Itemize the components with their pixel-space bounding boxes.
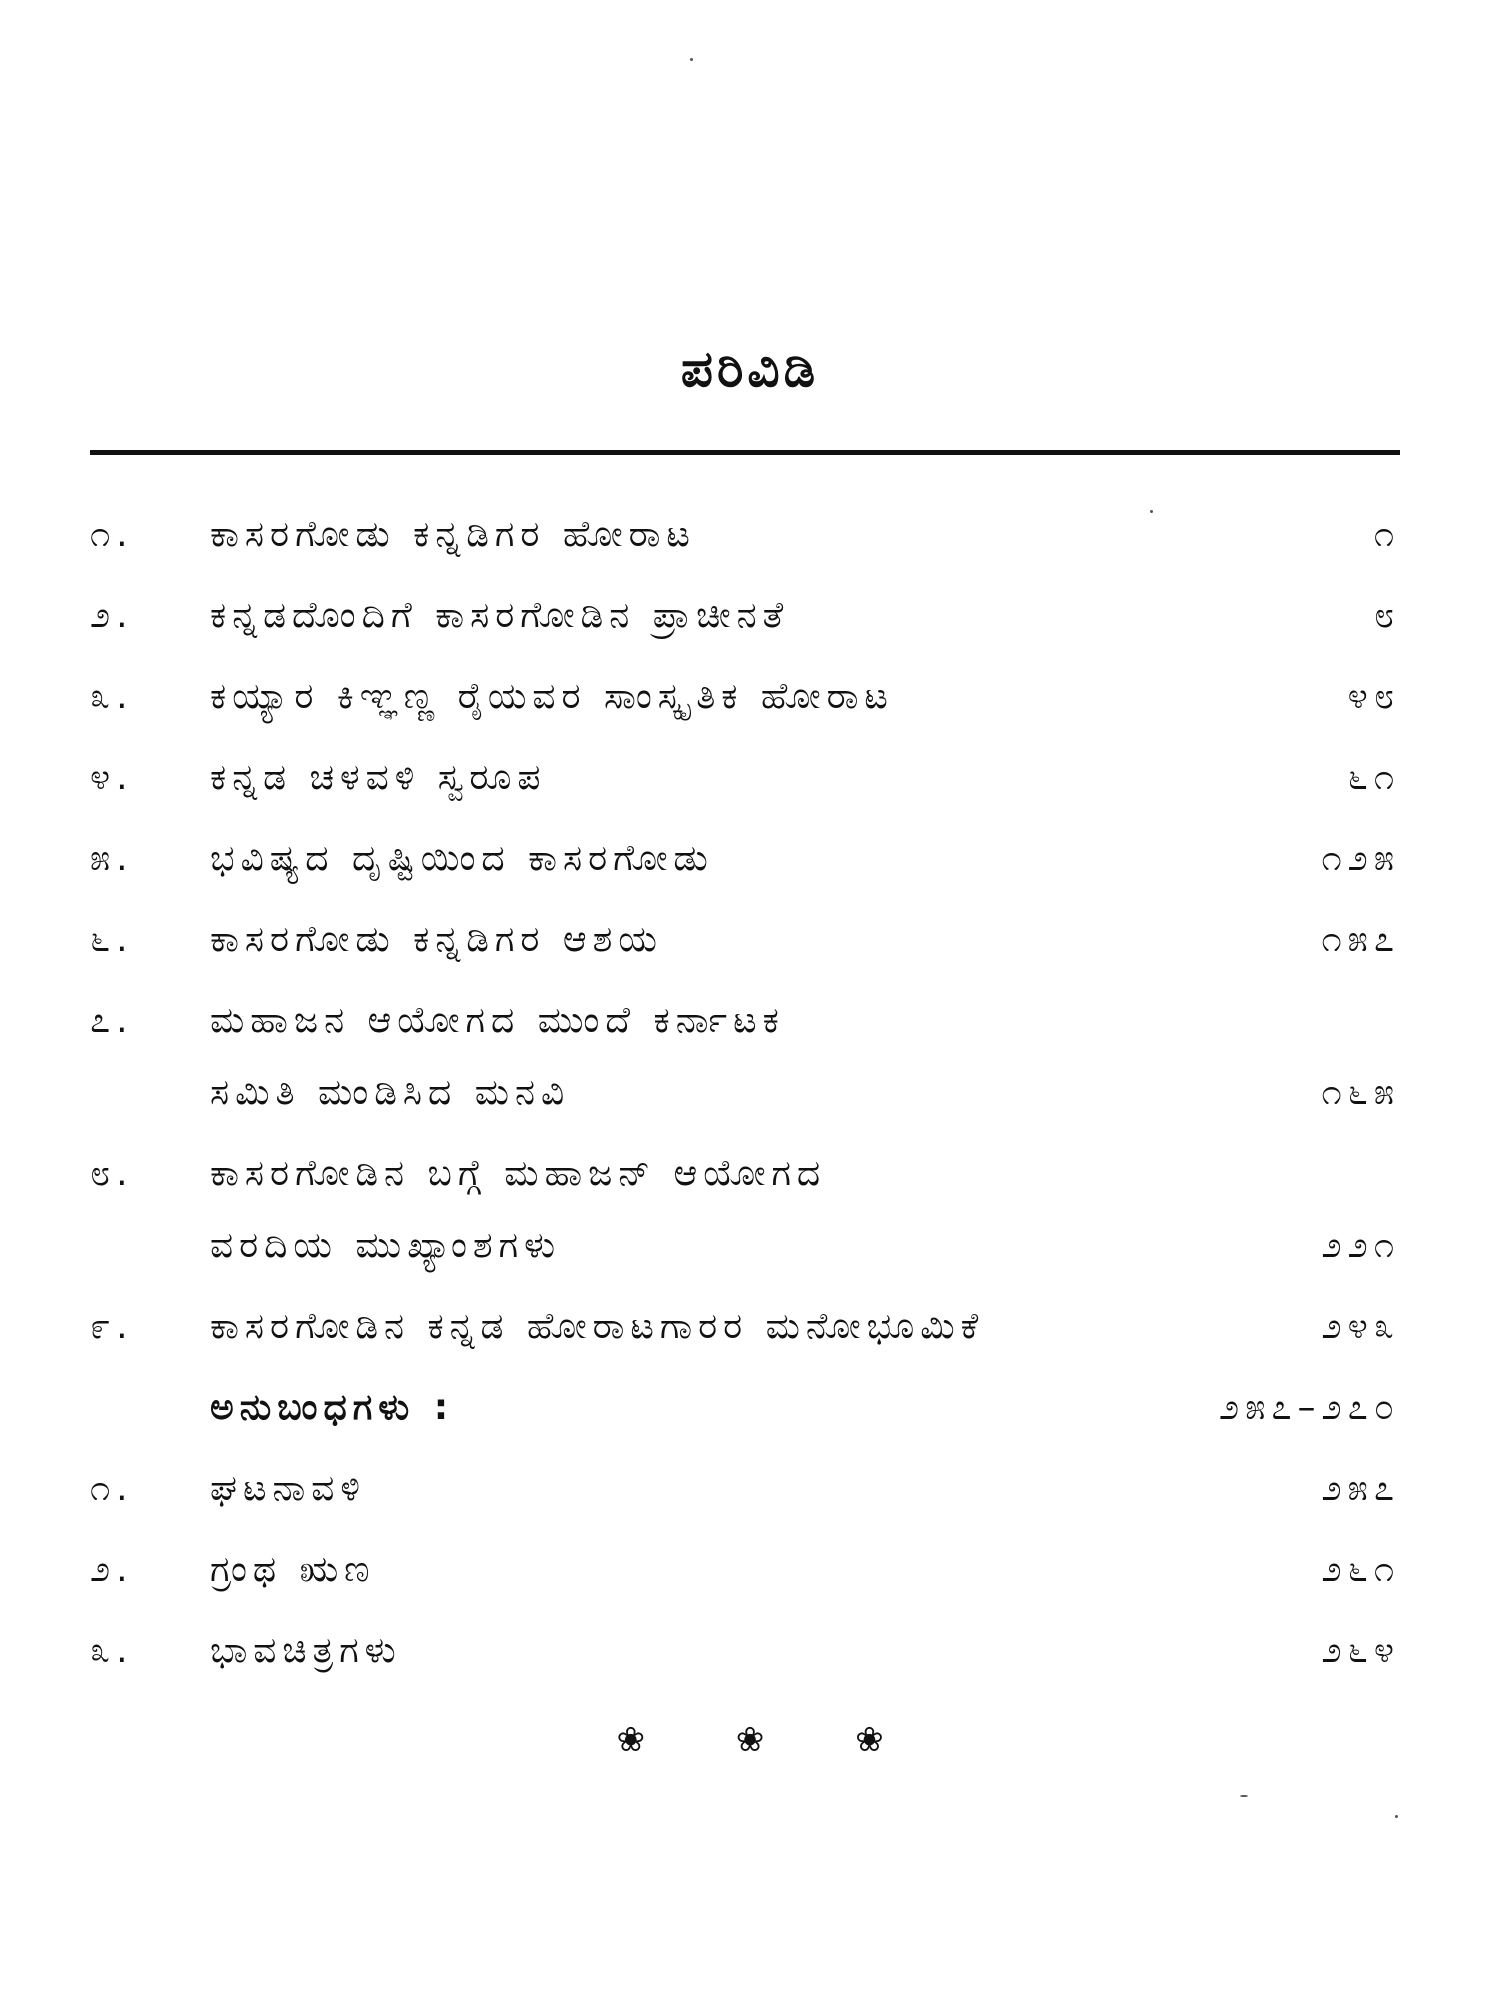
entry-number: ೫. (90, 838, 134, 879)
page-title: ಪರಿವಿಡಿ (680, 340, 820, 398)
title-divider (90, 450, 1400, 455)
entry-page: ೨೬೧ (1321, 1549, 1400, 1590)
scan-speck (1395, 1815, 1398, 1818)
entry-title: ಭಾವಚಿತ್ರಗಳು (210, 1630, 402, 1671)
entry-number: ೯. (90, 1306, 134, 1347)
appendix-heading-row (90, 1383, 1400, 1433)
entry-title-continued: ಸಮಿತಿ ಮಂಡಿಸಿದ ಮನವಿ (210, 1072, 571, 1113)
entry-title: ಕಾಸರಗೋಡಿನ ಬಗ್ಗೆ ಮಹಾಜನ್ ಆಯೋಗದ (210, 1153, 827, 1194)
entry-number: ೭. (90, 1000, 134, 1041)
entry-number: ೧. (90, 514, 134, 555)
toc-entry-1[interactable] (90, 510, 1400, 560)
toc-entry-5[interactable] (90, 834, 1400, 884)
appendix-page-range: ೨೫೭–೨೭೦ (1219, 1387, 1400, 1428)
entry-page: ೧ (1373, 514, 1400, 555)
entry-number: ೨. (90, 595, 134, 636)
entry-page: ೧೨೫ (1321, 838, 1400, 879)
entry-number: ೬. (90, 919, 134, 960)
flower-ornament-icon: ❀ (855, 1720, 884, 1760)
appendix-entry-2[interactable] (90, 1545, 1400, 1595)
flower-ornament-icon: ❀ (616, 1720, 645, 1760)
entry-title: ಕಾಸರಗೋಡಿನ ಕನ್ನಡ ಹೋರಾಟಗಾರರ ಮನೋಭೂಮಿಕೆ (210, 1306, 985, 1347)
entry-page: ೨೫೭ (1321, 1468, 1400, 1509)
entry-page: ೬೧ (1347, 757, 1400, 798)
entry-title: ಮಹಾಜನ ಆಯೋಗದ ಮುಂದೆ ಕರ್ನಾಟಕ (210, 1000, 785, 1041)
appendix-entry-3[interactable] (90, 1626, 1400, 1676)
entry-page: ೪೮ (1347, 676, 1400, 717)
entry-number: ೮. (90, 1153, 134, 1194)
appendix-heading: ಅನುಬಂಧಗಳು : (210, 1387, 455, 1428)
entry-number: ೨. (90, 1549, 134, 1590)
flower-ornament-icon: ❀ (735, 1720, 765, 1760)
scan-speck (1240, 1795, 1248, 1797)
entry-number: ೩. (90, 1630, 134, 1671)
entry-page: ೨೪೩ (1321, 1306, 1400, 1347)
scan-speck (1150, 510, 1153, 513)
entry-page: ೧೬೫ (1321, 1072, 1400, 1113)
entry-page: ೧೫೭ (1321, 919, 1400, 960)
table-of-contents (90, 510, 1400, 1707)
toc-entry-9[interactable] (90, 1302, 1400, 1352)
entry-page: ೨೨೧ (1321, 1225, 1400, 1266)
entry-title: ಕಾಸರಗೋಡು ಕನ್ನಡಿಗರ ಆಶಯ (210, 919, 663, 960)
entry-title: ಭವಿಷ್ಯದ ದೃಷ್ಟಿಯಿಂದ ಕಾಸರಗೋಡು (210, 838, 714, 879)
entry-title: ಕನ್ನಡ ಚಳವಳಿ ಸ್ವರೂಪ (210, 757, 547, 798)
end-ornaments (0, 1720, 1500, 1760)
appendix-entry-1[interactable] (90, 1464, 1400, 1514)
entry-title: ಘಟನಾವಳಿ (210, 1468, 367, 1509)
toc-entry-2[interactable] (90, 591, 1400, 641)
toc-entry-6[interactable] (90, 915, 1400, 965)
entry-number: ೩. (90, 676, 134, 717)
entry-title: ಕಯ್ಯಾರ ಕಿಞ್ಞಣ್ಣ ರೈಯವರ ಸಾಂಸ್ಕೃತಿಕ ಹೋರಾಟ (210, 676, 894, 717)
entry-title: ಗ್ರಂಥ ಋಣ (210, 1549, 376, 1590)
entry-title-continued: ವರದಿಯ ಮುಖ್ಯಾಂಶಗಳು (210, 1225, 562, 1266)
entry-title: ಕನ್ನಡದೊಂದಿಗೆ ಕಾಸರಗೋಡಿನ ಪ್ರಾಚೀನತೆ (210, 595, 790, 636)
toc-entry-3[interactable] (90, 672, 1400, 722)
entry-title: ಕಾಸರಗೋಡು ಕನ್ನಡಿಗರ ಹೋರಾಟ (210, 514, 696, 555)
toc-entry-8[interactable] (90, 1149, 1400, 1271)
entry-page: ೨೬೪ (1321, 1630, 1400, 1671)
entry-page: ೮ (1373, 595, 1400, 636)
toc-entry-4[interactable] (90, 753, 1400, 803)
entry-number: ೧. (90, 1468, 134, 1509)
scan-speck (690, 58, 693, 61)
entry-number: ೪. (90, 757, 134, 798)
toc-entry-7[interactable] (90, 996, 1400, 1118)
